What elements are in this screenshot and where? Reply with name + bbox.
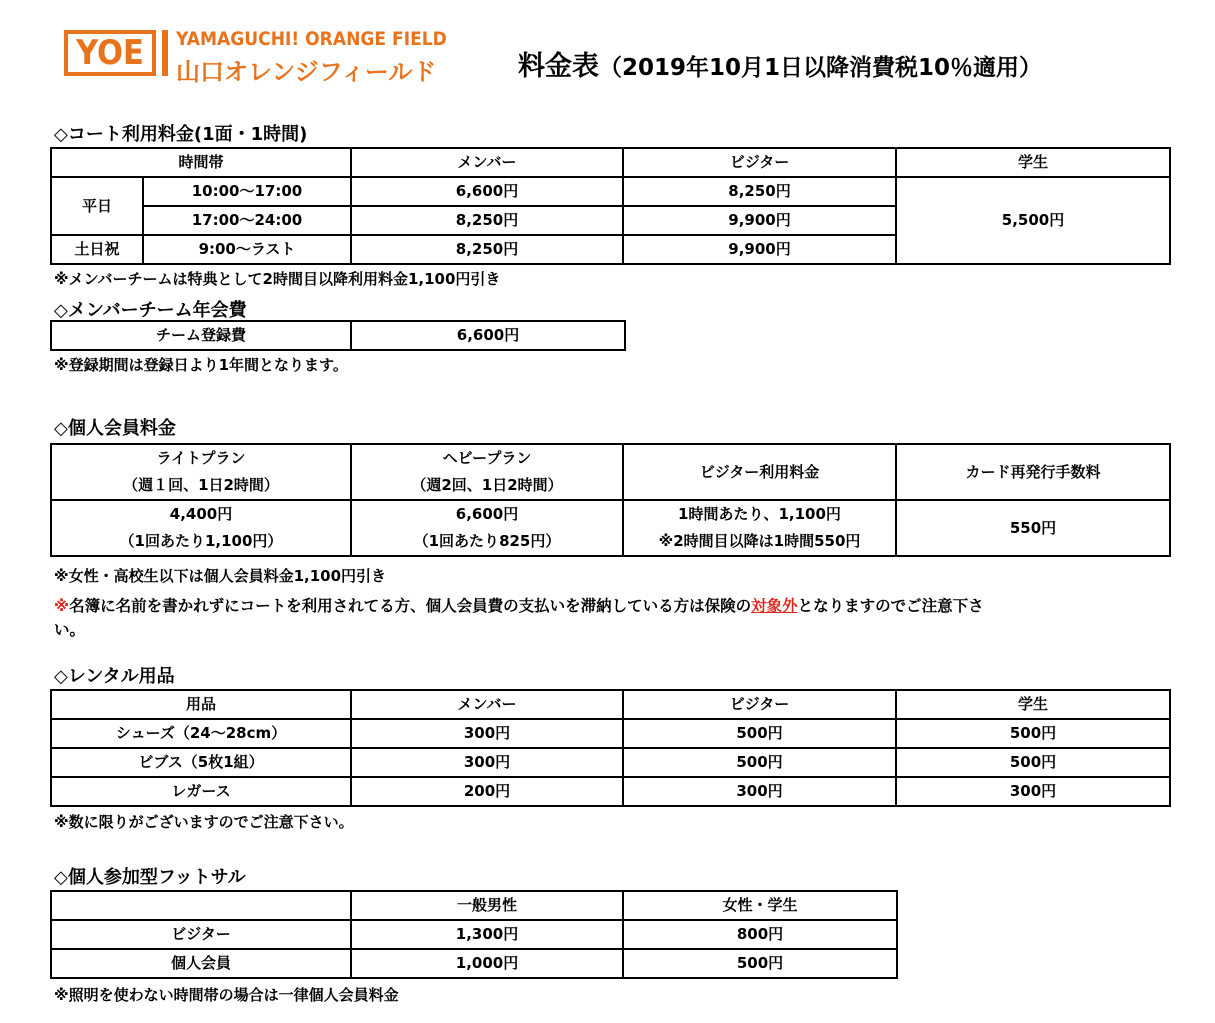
title-sub: （2019年10月1日以降消費税10％適用） <box>599 55 1043 81</box>
court-member-price: 8,250円 <box>351 235 623 264</box>
futsal-note: ※照明を使わない時間帯の場合は一律個人会員料金 <box>54 986 399 1004</box>
futsal-label: 個人会員 <box>51 949 351 978</box>
court-header-time: 時間帯 <box>51 148 351 177</box>
annual-value: 6,600円 <box>351 321 625 350</box>
table-row <box>51 748 1170 777</box>
insurance-warning <box>54 594 984 616</box>
court-heading: ◇コート利用料金(1面・1時間) <box>54 124 308 145</box>
court-weekend-label: 土日祝 <box>51 235 143 264</box>
futsal-header-women: 女性・学生 <box>623 891 897 920</box>
logo-name-jp: 山口オレンジフィールド <box>176 58 437 86</box>
price-detail: ※2時間目以降は1時間550円 <box>658 532 861 550</box>
rental-header-visitor: ビジター <box>623 690 896 719</box>
futsal-women-price: 500円 <box>623 949 897 978</box>
futsal-label: ビジター <box>51 920 351 949</box>
court-header-student: 学生 <box>896 148 1170 177</box>
price: 6,600円 <box>455 505 519 523</box>
annual-label: チーム登録費 <box>51 321 351 350</box>
personal-header-card: カード再発行手数料 <box>896 444 1170 500</box>
rental-student-price: 500円 <box>896 719 1170 748</box>
warning-text-end: となりますのでご注意下さ <box>797 597 984 615</box>
rental-visitor-price: 300円 <box>623 777 896 806</box>
rental-item: レガース <box>51 777 351 806</box>
title-main: 料金表 <box>518 51 599 82</box>
court-time: 9:00～ラスト <box>143 235 351 264</box>
annual-note: ※登録期間は登録日より1年間となります。 <box>54 356 348 374</box>
rental-member-price: 300円 <box>351 748 623 777</box>
rental-student-price: 500円 <box>896 748 1170 777</box>
personal-light-price <box>51 500 351 556</box>
futsal-heading: ◇個人参加型フットサル <box>54 867 246 888</box>
rental-item: ビブス（5枚1組） <box>51 748 351 777</box>
warning-mark: ※ <box>54 597 70 615</box>
court-member-price: 6,600円 <box>351 177 623 206</box>
personal-table <box>50 443 1171 557</box>
price-detail: （1回あたり1,100円） <box>119 532 283 550</box>
rental-student-price: 300円 <box>896 777 1170 806</box>
futsal-women-price: 800円 <box>623 920 897 949</box>
rental-heading: ◇レンタル用品 <box>54 666 175 687</box>
rental-header-member: メンバー <box>351 690 623 719</box>
futsal-header-blank <box>51 891 351 920</box>
rental-item: シューズ（24～28cm） <box>51 719 351 748</box>
logo-name-en: YAMAGUCHI! ORANGE FIELD <box>176 28 447 50</box>
warning-excluded: 対象外 <box>751 597 798 615</box>
logo-divider <box>162 30 168 76</box>
court-visitor-price: 9,900円 <box>623 235 896 264</box>
page-title <box>518 44 1042 83</box>
personal-header-light <box>51 444 351 500</box>
personal-heavy-price <box>351 500 623 556</box>
table-row <box>51 920 897 949</box>
rental-note: ※数に限りがございますのでご注意下さい。 <box>54 813 354 831</box>
plan-name: ヘビープラン <box>442 449 532 467</box>
court-visitor-price: 8,250円 <box>623 177 896 206</box>
personal-note: ※女性・高校生以下は個人会員料金1,100円引き <box>54 567 387 585</box>
rental-visitor-price: 500円 <box>623 748 896 777</box>
court-header-member: メンバー <box>351 148 623 177</box>
court-visitor-price: 9,900円 <box>623 206 896 235</box>
court-header-visitor: ビジター <box>623 148 896 177</box>
futsal-table <box>50 890 898 979</box>
annual-table <box>50 320 626 351</box>
insurance-warning-cont: い。 <box>54 621 86 639</box>
rental-header-student: 学生 <box>896 690 1170 719</box>
rental-member-price: 200円 <box>351 777 623 806</box>
personal-header-visitor: ビジター利用料金 <box>623 444 896 500</box>
court-time: 10:00～17:00 <box>143 177 351 206</box>
rental-table <box>50 689 1171 807</box>
table-row <box>51 777 1170 806</box>
plan-detail: （週１回、1日2時間） <box>123 476 279 494</box>
personal-header-heavy <box>351 444 623 500</box>
table-row <box>51 719 1170 748</box>
price: 4,400円 <box>169 505 233 523</box>
plan-name: ライトプラン <box>156 449 246 467</box>
table-row <box>51 949 897 978</box>
annual-heading: ◇メンバーチーム年会費 <box>54 300 247 321</box>
logo-mark: YOE <box>64 30 156 76</box>
futsal-men-price: 1,300円 <box>351 920 623 949</box>
court-student-price: 5,500円 <box>896 177 1170 264</box>
personal-visitor-price <box>623 500 896 556</box>
court-note: ※メンバーチームは特典として2時間目以降利用料金1,100円引き <box>54 270 501 288</box>
futsal-header-men: 一般男性 <box>351 891 623 920</box>
personal-heading: ◇個人会員料金 <box>54 418 176 439</box>
court-member-price: 8,250円 <box>351 206 623 235</box>
court-weekday-label: 平日 <box>51 177 143 235</box>
rental-visitor-price: 500円 <box>623 719 896 748</box>
court-table <box>50 147 1171 265</box>
personal-card-price: 550円 <box>896 500 1170 556</box>
futsal-men-price: 1,000円 <box>351 949 623 978</box>
rental-member-price: 300円 <box>351 719 623 748</box>
rental-header-item: 用品 <box>51 690 351 719</box>
plan-detail: （週2回、1日2時間） <box>411 476 563 494</box>
price-detail: （1回あたり825円） <box>413 532 561 550</box>
warning-text: 名簿に名前を書かれずにコートを利用されてる方、個人会員費の支払いを滞納している方は保険の <box>69 597 752 615</box>
price: 1時間あたり、1,100円 <box>678 505 841 523</box>
court-time: 17:00～24:00 <box>143 206 351 235</box>
